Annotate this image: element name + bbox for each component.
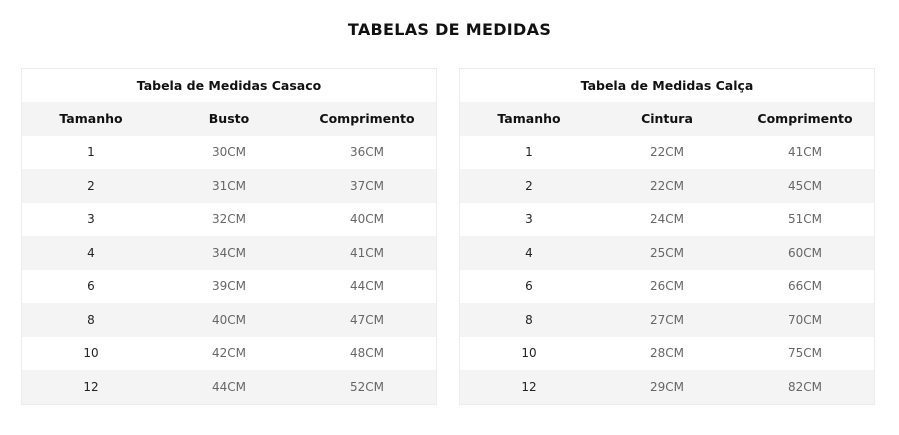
measure-cell: 29CM <box>598 370 736 404</box>
measure-cell: 41CM <box>736 136 874 170</box>
size-cell: 1 <box>22 136 160 170</box>
table-row <box>22 337 436 371</box>
measure-cell: 70CM <box>736 303 874 337</box>
size-cell: 6 <box>460 270 598 304</box>
size-cell: 4 <box>460 236 598 270</box>
size-cell: 2 <box>22 169 160 203</box>
measure-cell: 39CM <box>160 270 298 304</box>
table-row <box>460 136 874 170</box>
measure-cell: 40CM <box>160 303 298 337</box>
measure-cell: 40CM <box>298 203 436 237</box>
measure-cell: 42CM <box>160 337 298 371</box>
table-header-row <box>22 102 436 136</box>
measure-cell: 44CM <box>298 270 436 304</box>
measure-cell: 22CM <box>598 136 736 170</box>
column-header: Comprimento <box>298 102 436 136</box>
size-cell: 6 <box>22 270 160 304</box>
table-row <box>460 370 874 404</box>
measure-cell: 75CM <box>736 337 874 371</box>
size-cell: 1 <box>460 136 598 170</box>
size-cell: 12 <box>460 370 598 404</box>
size-cell: 4 <box>22 236 160 270</box>
measure-cell: 45CM <box>736 169 874 203</box>
size-cell: 12 <box>22 370 160 404</box>
measure-cell: 22CM <box>598 169 736 203</box>
table-row <box>460 203 874 237</box>
size-cell: 8 <box>22 303 160 337</box>
measure-cell: 24CM <box>598 203 736 237</box>
measure-cell: 82CM <box>736 370 874 404</box>
measure-cell: 31CM <box>160 169 298 203</box>
measure-cell: 41CM <box>298 236 436 270</box>
table-row <box>460 169 874 203</box>
table-row <box>22 136 436 170</box>
jacket-size-table <box>21 68 437 405</box>
table-row <box>460 337 874 371</box>
measure-cell: 28CM <box>598 337 736 371</box>
size-cell: 3 <box>22 203 160 237</box>
column-header: Comprimento <box>736 102 874 136</box>
table-header-row <box>460 102 874 136</box>
table-row <box>22 303 436 337</box>
table-caption: Tabela de Medidas Calça <box>460 69 874 102</box>
measure-cell: 47CM <box>298 303 436 337</box>
page-title: TABELAS DE MEDIDAS <box>347 20 552 39</box>
size-cell: 3 <box>460 203 598 237</box>
measure-cell: 44CM <box>160 370 298 404</box>
table-row <box>460 236 874 270</box>
size-cell: 10 <box>22 337 160 371</box>
table-row <box>22 169 436 203</box>
measure-cell: 66CM <box>736 270 874 304</box>
measure-cell: 52CM <box>298 370 436 404</box>
table-row <box>22 370 436 404</box>
measure-cell: 30CM <box>160 136 298 170</box>
measure-cell: 27CM <box>598 303 736 337</box>
size-cell: 8 <box>460 303 598 337</box>
measure-cell: 60CM <box>736 236 874 270</box>
measure-cell: 25CM <box>598 236 736 270</box>
measure-cell: 51CM <box>736 203 874 237</box>
column-header: Tamanho <box>22 102 160 136</box>
table-row <box>460 270 874 304</box>
column-header: Cintura <box>598 102 736 136</box>
table-caption: Tabela de Medidas Casaco <box>22 69 436 102</box>
measure-cell: 36CM <box>298 136 436 170</box>
measure-cell: 37CM <box>298 169 436 203</box>
pants-size-table <box>459 68 875 405</box>
table-row <box>22 270 436 304</box>
column-header: Tamanho <box>460 102 598 136</box>
measure-cell: 32CM <box>160 203 298 237</box>
measure-cell: 48CM <box>298 337 436 371</box>
table-row <box>22 203 436 237</box>
measure-cell: 34CM <box>160 236 298 270</box>
size-cell: 2 <box>460 169 598 203</box>
size-cell: 10 <box>460 337 598 371</box>
column-header: Busto <box>160 102 298 136</box>
table-row <box>22 236 436 270</box>
table-row <box>460 303 874 337</box>
measure-cell: 26CM <box>598 270 736 304</box>
